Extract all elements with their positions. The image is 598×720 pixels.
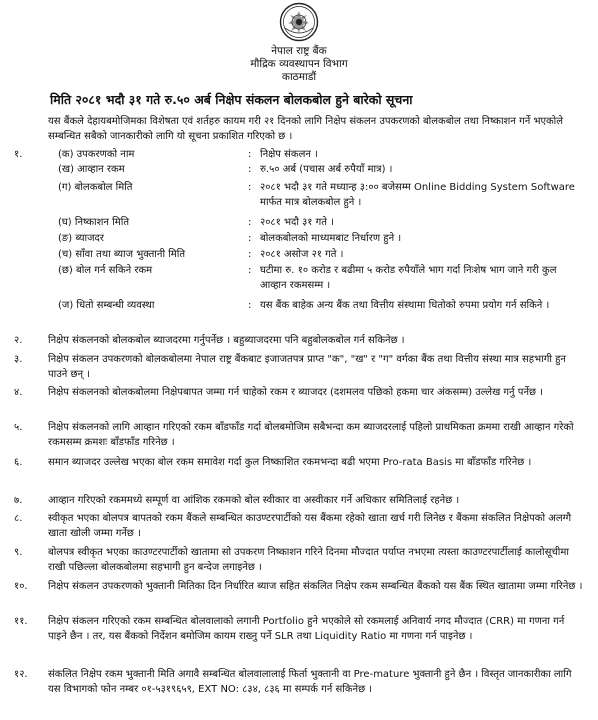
org-name: नेपाल राष्ट्र बैंक: [271, 45, 327, 57]
colon: :: [248, 182, 252, 193]
nepal-rastra-bank-seal-icon: [279, 2, 319, 42]
item-number: ११.: [14, 616, 28, 627]
item-text: निक्षेप संकलन उपकरणको बोलकबोलमा नेपाल राष्ट्र बैंकबाट इजाजतपत्र प्राप्त "क", "ख" र "ग" वर्गका बैंक तथा वित्तीय संस्था मात्र सहभागी हुन पाउने छन् ।: [48, 354, 566, 380]
department-name: मौद्रिक व्यवस्थापन विभाग: [250, 58, 348, 70]
subitem-key: (ज) धितो सम्बन्धी व्यवस्था: [58, 300, 155, 311]
subitem-value: २०८१ असोज २१ गते ।: [260, 249, 344, 260]
subitem-key: (क) उपकरणको नाम: [58, 149, 135, 160]
item-number: ४.: [14, 387, 23, 398]
item-text: निक्षेप संकलन गरिएको रकम सम्बन्धित बोलवालाको लगानी Portfolio हुने भएकोले सो रकमलाई अनिवार्य नगद मौज्दात (CRR) मा गणना गर्न पाइने छैन । तर, यस बैंकको निर्देशन बमोजिम कायम राख्नु पर्ने SLR तथा Liquidity Ratio मा गणना गर्न पाइनेछ ।: [48, 616, 565, 642]
subitem-key: (ङ) ब्याजदर: [58, 233, 104, 244]
item-number: ३.: [14, 354, 23, 365]
subitem-value: २०८१ भदौ ३१ गते ।: [260, 217, 334, 228]
item-number: ९.: [14, 547, 23, 558]
item-text: निक्षेप संकलनको बोलकबोल ब्याजदरमा गर्नुपर्नेछ । बहुब्याजदरमा पनि बहुबोलकबोल गर्न सकिनेछ ।: [48, 335, 405, 346]
colon: :: [248, 233, 252, 244]
item-number: ७.: [14, 495, 23, 506]
item-text: निक्षेप संकलन उपकरणको भुक्तानी मितिका दिन निर्धारित ब्याज सहित संकलित निक्षेप रकम सम्बन्धित बैंकको यस बैंक स्थित खातामा जम्मा गरिनेछ ।: [48, 581, 583, 592]
item-text: समान ब्याजदर उल्लेख भएका बोल रकम समावेश गर्दा कुल निष्काशित रकमभन्दा बढी भएमा Pro-rata Basis मा बाँडफाँड गरिनेछ ।: [48, 457, 532, 468]
colon: :: [248, 249, 252, 260]
item-number: १०.: [14, 581, 28, 592]
subitem-value: २०८१ भदौ ३१ गते मध्यान्ह ३:०० बजेसम्म Online Bidding System Software मार्फत मात्र बोलकबोल हुने ।: [260, 182, 575, 208]
colon: :: [248, 217, 252, 228]
colon: :: [248, 149, 252, 160]
subitem-key: (ख) आव्हान रकम: [58, 164, 125, 175]
subitem-value: यस बैंक बाहेक अन्य बैंक तथा वित्तीय संस्थामा धितोको रुपमा प्रयोग गर्न सकिने ।: [260, 300, 550, 311]
subitem-key: (ग) बोलकबोल मिति: [58, 182, 133, 193]
item-number: २.: [14, 335, 23, 346]
subitem-key: (छ) बोल गर्न सकिने रकम: [58, 265, 153, 276]
subitem-value: निक्षेप संकलन ।: [260, 149, 318, 160]
colon: :: [248, 164, 252, 175]
item-number: ८.: [14, 513, 23, 524]
item-number: ५.: [14, 422, 23, 433]
item-number: ६.: [14, 457, 23, 468]
colon: :: [248, 265, 252, 276]
subitem-value: घटीमा रु. १० करोड र बढीमा ५ करोड रुपैयाँले भाग गर्दा निःशेष भाग जाने गरी कुल आव्हान रकमसम्म ।: [260, 265, 557, 291]
item-text: बोलपत्र स्वीकृत भएका काउण्टरपार्टीको खातामा सो उपकरण निष्काशन गरिने दिनमा मौज्दात पर्याप्त नभएमा त्यस्ता काउण्टरपार्टीलाई कालोसूचीमा राखी पछिल्ला बोलकबोलमा सहभागी हुन बन्देज लगाइनेछ ।: [48, 547, 569, 573]
item-text: स्वीकृत भएका बोलपत्र बापतको रकम बैंकले सम्बन्धित काउण्टरपार्टीको यस बैंकमा रहेको खाता खर्च गरी लिनेछ र बैंकमा संकलित निक्षेपको अलग्गै खाता खोली जम्मा गर्नेछ ।: [48, 513, 572, 539]
notice-title: मिति २०८१ भदौ ३१ गते रु.५० अर्ब निक्षेप संकलन बोलकबोल हुने बारेको सूचना: [50, 92, 413, 107]
subitem-key: (च) साँवा तथा ब्याज भुक्तानी मिति: [58, 249, 186, 260]
subitem-value: बोलकबोलको माध्यमबाट निर्धारण हुने ।: [260, 233, 402, 244]
subitem-value: रु.५० अर्ब (पचास अर्ब रुपैयाँ मात्र) ।: [260, 164, 393, 175]
intro-paragraph: यस बैंकले देहायबमोजिमका विशेषता एवं शर्तहरु कायम गरी २१ दिनको लागि निक्षेप संकलन उपकरणको बोलकबोल तथा निष्काशन गर्ने भएकोले सम्बन्धित सबैको जानकारीको लागि यो सूचना प्रकाशित गरिएको छ ।: [48, 116, 564, 142]
item-number: १२.: [14, 669, 28, 680]
colon: :: [248, 300, 252, 311]
item-text: निक्षेप संकलनको लागि आव्हान गरिएको रकम बाँडफाँड गर्दा बोलबमोजिम सबैभन्दा कम ब्याजदरलाई पहिलो प्राथमिकता क्रममा राखी आव्हान गरेको रकमसम्म क्रमशः बाँडफाँड गरिनेछ ।: [48, 422, 574, 448]
location-name: काठमाडौं: [281, 71, 317, 83]
item-text: आव्हान गरिएको रकममध्ये सम्पूर्ण वा आंशिक रकमको बोल स्वीकार वा अस्वीकार गर्ने अधिकार समितिलाई रहनेछ ।: [48, 495, 460, 506]
subitem-key: (घ) निष्काशन मिति: [58, 217, 130, 228]
item-text: निक्षेप संकलनको बोलकबोलमा निक्षेपबापत जम्मा गर्न चाहेको रकम र ब्याजदर (दशमलव पछिको हकमा चार अंकसम्म) उल्लेख गर्नु पर्नेछ ।: [48, 387, 543, 398]
item-text: संकलित निक्षेप रकम भुक्तानी मिति अगावै सम्बन्धित बोलवालालाई फिर्ता भुक्तानी वा Pre-mature भुक्तानी हुने छैन । विस्तृत जानकारीका लागि यस विभागको फोन नम्बर ०१-५३१९६५९, EXT NO: ८३४, ८३६ मा सम्पर्क गर्न सकिनेछ ।: [48, 669, 572, 695]
item-number: १.: [14, 149, 23, 160]
